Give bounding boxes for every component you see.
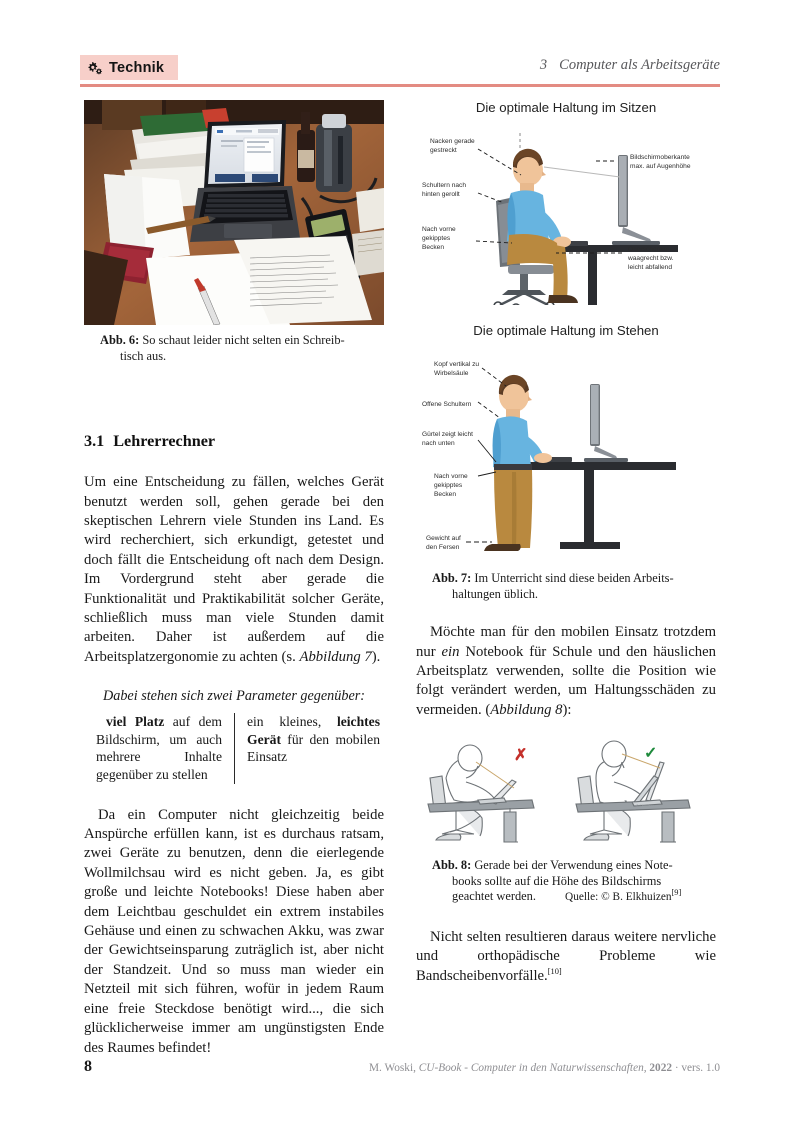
footer-author: M. Woski, [369, 1062, 416, 1074]
figure-6-photo [84, 100, 384, 325]
figure-7-standing-title: Die optimale Haltung im Stehen [473, 323, 659, 338]
comparison-cell-right [234, 713, 384, 783]
left-column [84, 100, 384, 1058]
label-shoulders: Schultern nach hinten gerollt [422, 182, 466, 198]
right-paragraph-1-ref: Abbildung 8 [490, 701, 563, 718]
figure-8-source [565, 888, 682, 904]
comparison-left-rest: auf dem Bildschirm, um auch mehrere Inhalte gegenüber zu stellen [96, 714, 222, 783]
comparison-right-pre: ein kleines, [247, 714, 337, 730]
left-paragraph-1-ref: Abbildung 7 [299, 648, 372, 665]
figure-8-bad-mark: ✗ [514, 747, 528, 765]
section-number: 3.1 [84, 432, 105, 451]
figure-6-caption-label: Abb. 6: [100, 333, 140, 347]
figure-8-watermark-right: © Elkhuizen [636, 804, 655, 809]
comparison-right-bold-1: leichtes [336, 714, 380, 730]
figure-8-diagram [416, 738, 716, 848]
footer-book-title: CU-Book - Computer in den Naturwissenschaften, [418, 1062, 647, 1074]
figure-8-caption-label: Abb. 8: [432, 858, 472, 873]
right-paragraph-1 [416, 623, 716, 720]
figure-8-caption-line3-row [432, 889, 716, 906]
label-pelvis-standing: Nach vorne gekipptes Becken [434, 473, 468, 498]
figure-7-standing-diagram [416, 338, 716, 563]
header-category-label: Technik [109, 59, 165, 76]
figure-7-sitting-diagram [416, 115, 716, 305]
figure-6-caption [84, 333, 384, 364]
footer-metadata [369, 1062, 720, 1074]
label-weight-heels: Gewicht auf den Fersen [426, 535, 461, 551]
label-neck: Nacken gerade gestreckt [430, 138, 475, 154]
right-paragraph-2 [416, 928, 716, 986]
footer-year: 2022 [649, 1062, 672, 1074]
left-paragraph-2: Da ein Computer nicht gleichzeitig beide Anspürche erfüllen kann, ist es durchaus ratsam, zwei Geräte zu benutzen, denn die eierlegende Wollmilchsau wird es nicht geben. Ja, es gibt große und leichte Notebooks! Diese haben aber dem Leichtbau geschuldet ein extrem instabiles Gehäuse und einen zu schwachen Akku, was zwar der Gewichtseinsparung zuträglich ist, aber nicht der Standzeit. Und so muss man wieder ein Netzteil mit sich führen, wofür in jedem Raum eine freie Steckdose benötigt wird..., die sich glücklicherweise immer am ungünstigsten Ende des Raumes befindet! [84, 806, 384, 1056]
label-thigh: Oberschenkel waagrecht bzw. leicht abfallend [628, 246, 674, 271]
label-pelvis: Nach vorne gekipptes Becken [422, 226, 456, 251]
left-paragraph-1-end: ). [371, 648, 381, 665]
right-paragraph-1-pre: Möchte man für den mobilen Einsatz trotzdem nur [416, 624, 716, 660]
figure-8-caption-line3: geachtet werden. [452, 889, 536, 904]
label-head-vertical: Kopf vertikal zu Wirbelsäule [434, 361, 480, 377]
figure-8-good-mark: ✓ [644, 745, 658, 763]
figure-7-caption [416, 571, 716, 602]
label-screen-height: Bildschirmoberkante max. auf Augenhöhe [630, 154, 691, 170]
figure-7-sitting-title: Die optimale Haltung im Sitzen [475, 100, 657, 115]
page-number: 8 [84, 1058, 92, 1075]
right-paragraph-1-mid: Notebook für Schule und den häuslichen Arbeitsplatz verwenden, sollte die Position wie folgt verändert werden, um Haltungsschäden zu vermeiden. ( [416, 643, 716, 718]
comparison-right-bold-2: Gerät [247, 731, 281, 747]
page-header [80, 55, 720, 83]
right-paragraph-1-em: ein [441, 643, 460, 660]
right-paragraph-2-ref: [10] [547, 966, 562, 976]
header-divider-rule [80, 84, 720, 87]
label-belt: Gürtel zeigt leicht nach unten [422, 431, 473, 447]
figure-6-caption-line2: tisch aus. [120, 348, 167, 363]
comparison-left-bold: viel Platz [106, 714, 165, 730]
section-heading [84, 432, 384, 451]
right-paragraph-2-text: Nicht selten resultieren daraus weitere nervliche und orthopädische Probleme wie Bandscheibenvorfälle. [416, 929, 716, 984]
figure-6-caption-line1: So schaut leider nicht selten ein Schreib- [142, 333, 345, 347]
chapter-number: 3 [539, 57, 548, 73]
figure-8-source-text: Quelle: © B. Elkhuizen [565, 891, 672, 904]
comparison-lead: Dabei stehen sich zwei Parameter gegenüber: [102, 688, 365, 705]
footer-version: · vers. 1.0 [674, 1062, 720, 1074]
comparison-block [84, 688, 384, 783]
figure-8-watermark-left: © Elkhuizen [488, 804, 507, 809]
comparison-box [84, 713, 384, 783]
figure-7-caption-line2: haltungen üblich. [452, 586, 539, 601]
figure-7-caption-line1: Im Unterricht sind diese beiden Arbeits- [474, 571, 674, 585]
right-column [416, 100, 716, 986]
left-paragraph-1-text: Um eine Entscheidung zu fällen, welches Gerät benutzt werden soll, gehen gerade bei den skeptischen Lehrern viele Stunden ins Land. Es wird recherchiert, sich erkundigt, getestet und doch fällt die Entscheidung oft nach dem Design. Im Vordergrund steht aber gerade die Funktionalität und Praktikabilität solcher Geräte, schließlich muss man viele Stunden damit arbeiten. Daher ist außerdem auf die Arbeitsplatzergonomie zu achten (s. [84, 474, 384, 665]
figure-8-source-ref: [9] [671, 888, 682, 898]
comparison-cell-left [84, 713, 234, 783]
figure-8-caption-line1: Gerade bei der Verwendung eines Note- [474, 858, 673, 873]
figure-8-caption [416, 858, 716, 906]
section-title: Lehrerrechner [113, 432, 216, 451]
header-category-tag [80, 55, 178, 80]
left-paragraph-1 [84, 473, 384, 667]
running-title: Computer als Arbeitsgeräte [559, 57, 720, 73]
figure-8-caption-line2: books sollte auf die Höhe des Bildschirms [452, 873, 662, 888]
gears-icon [86, 60, 103, 75]
running-head [540, 57, 720, 74]
label-open-shoulders: Offene Schultern [422, 401, 472, 408]
comparison-right-rest: für den mobilen Einsatz [247, 731, 380, 765]
right-paragraph-1-end: ): [562, 701, 572, 718]
figure-7-caption-label: Abb. 7: [432, 571, 472, 585]
